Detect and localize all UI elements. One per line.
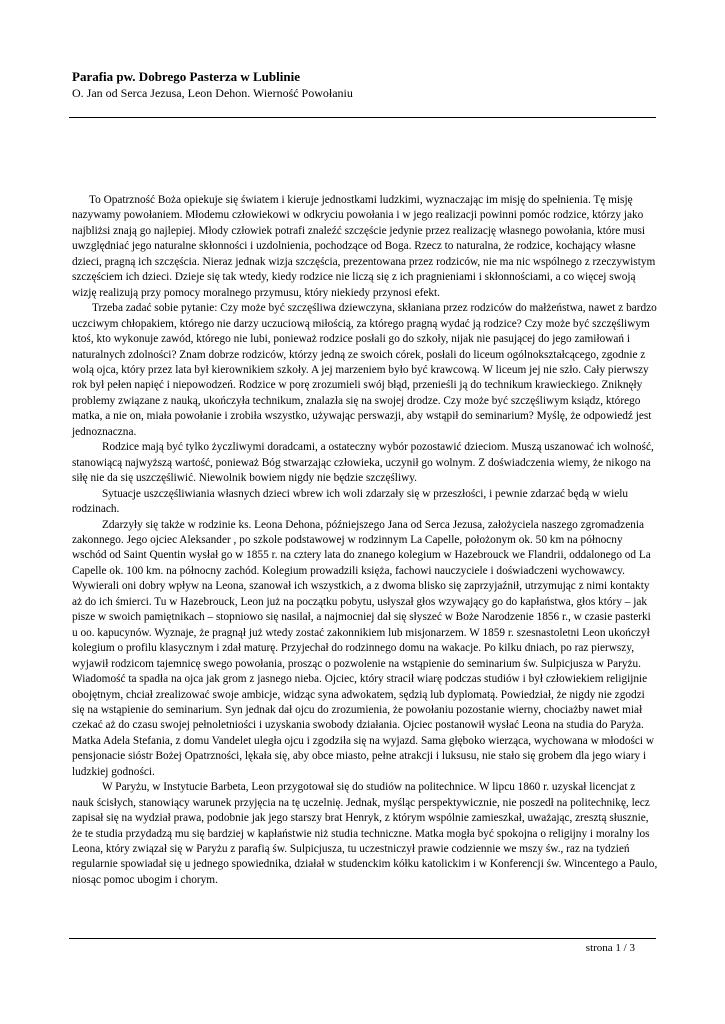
- paragraph-5: Zdarzyły się także w rodzinie ks. Leona Dehona, późniejszego Jana od Serca Jezusa, założyciela naszego zgromadzenia zakonnego. Jego ojciec Aleksander , po szkole podstawowej w rodzinnym La Capelle, położonym ok. 50 km na północny wschód od Saint Quentin wysłał go w 1855 r. na cztery lata do znanego kolegium w Hazebrouck we Flandrii, oddalonego od La Capelle ok. 100 km. na północny zachód. Kolegium prowadzili księża, fachowi nauczyciele i doświadczeni wychowawcy. Wywierali oni dobry wpływ na Leona, szanował ich wszystkich, a z dwoma blisko się zaprzyjaźnił, utrzymując z nimi kontakty aż do ich śmierci. Tu w Hazebrouck, Leon już na początku pobytu, usłyszał głos wzywający go do kapłaństwa, głos który – jak pisze w swoich pamiętnikach – stopniowo się nasilał, a najmocniej dał się słyszeć w Boże Narodzenie 1856 r., w czasie pasterki u oo. kapucynów. Wyznaje, że pragnął już wtedy zostać zakonnikiem lub misjonarzem. W 1859 r. szesnastoletni Leon ukończył kolegium o profilu klasycznym i zdał maturę. Przyjechał do rodzinnego domu na wakacje. Po kilku dniach, po raz pierwszy, wyjawił rodzicom tajemnicę swego powołania, prosząc o pozwolenie na wstąpienie do seminarium św. Sulpicjusza w Paryżu. Wiadomość ta spadła na ojca jak grom z jasnego nieba. Ojciec, który stracił wiarę podczas studiów i był człowiekiem religijnie obojętnym, chciał zrealizować swoje ambicje, widząc syna adwokatem, sędzią lub dyplomatą. Powiedział, że nigdy nie zgodzi się na wstąpienie do seminarium. Syn jednak dał ojcu do zrozumienia, że powołaniu pozostanie wierny, chociażby nawet miał czekać aż do czasu swojej pełnoletniości i uzyskania swobody działania. Ojciec postanowił wysłać Leona na studia do Paryża. Matka Adela Stefania, z domu Vandelet uległa ojcu i zgodziła się na wyjazd. Sama głęboko wierząca, wychowana w młodości w pensjonacie sióstr Bożej Opatrzności, lękała się, aby obce miasto, pełne atrakcji i luksusu, nie stało się grobem dla jego wiary i ludzkiej godności.: [72, 518, 655, 778]
- header-divider: [69, 117, 656, 118]
- paragraph-4: Sytuacje uszczęśliwiania własnych dzieci wbrew ich woli zdarzały się w przeszłości, i pewnie zdarzać będą w wielu rodzinach.: [72, 487, 629, 516]
- page-number: strona 1 / 3: [585, 942, 635, 954]
- paragraph-2: Trzeba zadać sobie pytanie: Czy może być szczęśliwa dziewczyna, skłaniana przez rodziców do małżeństwa, nawet z bardzo uczciwym chłopakiem, którego nie darzy uczuciową miłością, za którego pragną wydać ją rodzice? Czy może być szczęśliwym ktoś, kto wykonuje zawód, którego nie lubi, ponieważ rodzice posłali go do szkoły, nijak nie pasującej do jego zamiłowań i naturalnych zdolności? Znam dobrze rodziców, którzy jedną ze swoich córek, posłali do liceum ogólnokształcącego, zgodnie z wolą ojca, który przez lata był kierownikiem szkoły. A jej marzeniem było być krawcową. W liceum jej nie szło. Cały pierwszy rok był pełen napięć i niepowodzeń. Rodzice w porę zrozumieli swój błąd, przenieśli ją do technikum krawieckiego. Zniknęły problemy związane z nauką, ukończyła technikum, znalazła się na swojej drodze. Czy może być szczęśliwym ksiądz, którego matka, a nie on, miała powołanie i zrobiła wszystko, używając perswazji, aby wstąpił do seminarium? Myślę, że odpowiedź jest jednoznaczna.: [72, 302, 657, 438]
- page-subtitle: O. Jan od Serca Jezusa, Leon Dehon. Wierność Powołaniu: [72, 86, 353, 100]
- paragraph-3: Rodzice mają być tylko życzliwymi doradcami, a ostateczny wybór pozostawić dzieciom. Muszą uszanować ich wolność, stanowiącą najwyższą wartość, ponieważ Bóg stwarzając człowieka, uczynił go wolnym. Z doświadczenia wiemy, że nikogo na siłę nie da się uszczęśliwić. Niewolnik bowiem nigdy nie będzie szczęśliwy.: [72, 441, 654, 485]
- article-body: [72, 193, 659, 888]
- footer-divider: [69, 938, 656, 939]
- page-title: Parafia pw. Dobrego Pasterza w Lublinie: [72, 69, 300, 84]
- paragraph-6: W Paryżu, w Instytucie Barbeta, Leon przygotował się do studiów na politechnice. W lipcu 1860 r. uzyskał licencjat z nauk ścisłych, stanowiący warunek przyjęcia na tę uczelnię. Jednak, myśląc perspektywicznie, nie poszedł na politechnikę, lecz zapisał się na wydział prawa, podobnie jak jego starszy brat Henryk, z którym wspólnie zamieszkał, uważając, zresztą słusznie, że te studia przydadzą mu się bardziej w kapłaństwie niż studia techniczne. Matka mogła być spokojna o religijny i moralny los Leona, który związał się w Paryżu z parafią św. Sulpicjusza, tu uczestniczył prawie codziennie we mszy św., raz na tydzień regularnie spowiadał się u jednego spowiednika, działał w studenckim kółku katolickim i w Konferencji św. Wincentego a Paulo, niosąc pomoc ubogim i chorym.: [72, 781, 658, 886]
- paragraph-1: To Opatrzność Boża opiekuje się światem i kieruje jednostkami ludzkimi, wyznaczając im misję do spełnienia. Tę misję nazywamy powołaniem. Młodemu człowiekowi w odkryciu powołania i w jego realizacji powinni pomóc rodzice, którzy jako najbliżsi znają go najlepiej. Młody człowiek potrafi znaleźć szczęście jedynie przez realizację własnego powołania, które musi uwzględniać jego naturalne skłonności i uzdolnienia, pochodzące od Boga. Rzecz to naturalna, że rodzice, kochający własne dzieci, pragną ich szczęścia. Nieraz jednak wizja szczęścia, prezentowana przez rodziców, nie ma nic wspólnego z rzeczywistym szczęściem ich dzieci. Dzieje się tak wtedy, kiedy rodzice nie liczą się z ich pragnieniami i skłonnościami, a co więcej swoją wizję realizują przy pomocy moralnego przymusu, który niekiedy przynosi efekt.: [72, 194, 656, 299]
